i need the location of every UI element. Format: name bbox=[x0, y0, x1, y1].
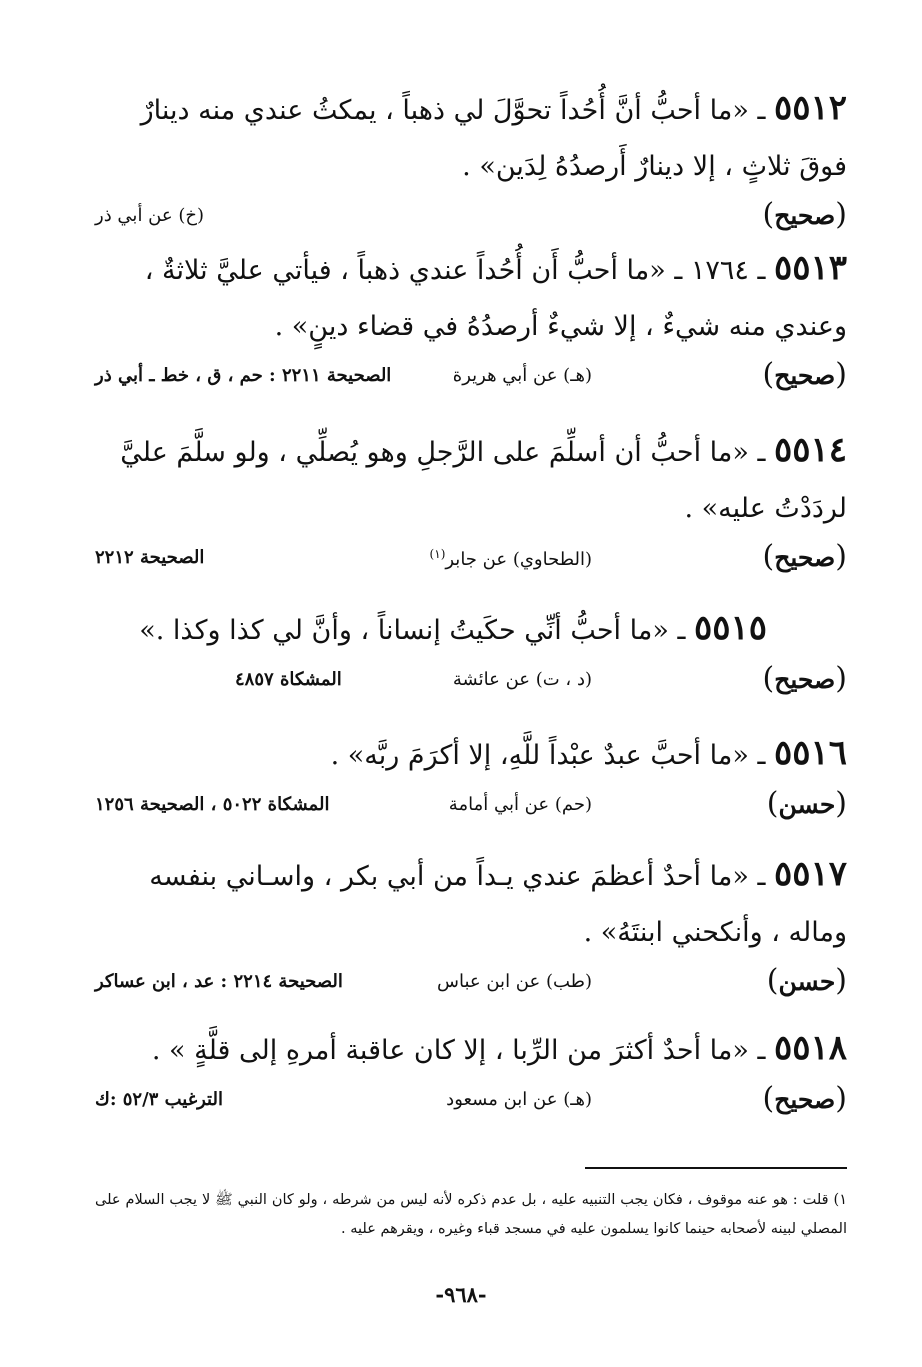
hadith-text: «ما أحبُّ أنِّي حكَيتُ إنساناً ، وأنَّ لي كذا وكذا .» bbox=[139, 615, 669, 646]
footnote bbox=[95, 1186, 847, 1244]
source-reference: (هـ) عن أبي هريرة bbox=[452, 365, 592, 386]
hadith-text: «ما أحبُّ أن أسلِّمَ على الرَّجلِ وهو يُصلِّي ، ولو سلَّمَ عليَّ bbox=[120, 437, 749, 468]
hadith-text: ١٧٦٤ ـ «ما أحبُّ أَن أُحُداً عندي ذهباً ، فيأتي عليَّ ثلاثةٌ ، bbox=[144, 255, 749, 286]
source-reference: الصحيحة ٢٢١٢ bbox=[95, 547, 205, 568]
hadith-number: ٥٥١٢ bbox=[773, 88, 847, 128]
source-reference: (حم) عن أبي أمامة bbox=[448, 794, 592, 815]
footnote-text: قلت : هو عنه موقوف ، فكان يجب التنبيه عليه ، بل عدم ذكره لأنه ليس من شرطه ، ولو كان النبي ﷺ لا يجب السلام على المصلي لبينه لأصحابه حينما كانوا يسلمون عليه في مسجد قباء وغيره ، ويقرهم عليه . bbox=[95, 1192, 847, 1237]
grade-label: (حسن) bbox=[766, 963, 847, 998]
hadith-number: ٥٥١٥ bbox=[693, 608, 767, 648]
grade-label: (صحيح) bbox=[762, 197, 847, 232]
hadith-line: فوقَ ثلاثٍ ، إلا دينارٌ أَرصدُهُ لِدَين» . bbox=[462, 151, 847, 182]
source-reference: (طب) عن ابن عباس bbox=[437, 971, 592, 992]
source-line bbox=[95, 961, 847, 1005]
grade-label: (صحيح) bbox=[762, 1081, 847, 1116]
hadith-line: وماله ، وأنكحني ابنتَهُ» . bbox=[583, 917, 847, 948]
hadith-line: ٥٥١٢ ـ «ما أحبُّ أنَّ أُحُداً تحوَّلَ لي ذهباً ، يمكثُ عندي منه دينارٌ bbox=[140, 88, 847, 128]
source-line bbox=[95, 784, 847, 828]
hadith-text: «ما أحبُّ أنَّ أُحُداً تحوَّلَ لي ذهباً ، يمكثُ عندي منه دينارٌ bbox=[140, 95, 749, 126]
hadith-text: «ما أحبَّ عبدٌ عبْداً للَّهِ، إلا أكرَمَ ربَّه» . bbox=[330, 740, 749, 771]
source-reference: (هـ) عن ابن مسعود bbox=[446, 1089, 592, 1110]
hadith-line: ٥٥١٥ ـ «ما أحبُّ أنِّي حكَيتُ إنساناً ، وأنَّ لي كذا وكذا .» bbox=[139, 608, 767, 648]
grade-label: (صحيح) bbox=[762, 539, 847, 574]
hadith-entry-5512 bbox=[95, 80, 847, 239]
hadith-number: ٥٥١٣ bbox=[773, 248, 847, 288]
hadith-line: ٥٥١٨ ـ «ما أحدٌ أكثرَ من الرِّبا ، إلا كان عاقبة أمرهِ إلى قلَّةٍ » . bbox=[151, 1028, 847, 1068]
hadith-entry-5514 bbox=[95, 422, 847, 581]
grade-label: (صحيح) bbox=[762, 357, 847, 392]
source-reference: المشكاة ٥٠٢٢ ، الصحيحة ١٢٥٦ bbox=[95, 794, 330, 815]
hadith-entry-5513 bbox=[95, 240, 847, 399]
source-reference: الصحيحة ٢٢١١ : حم ، ق ، خط ـ أبي ذر bbox=[95, 365, 392, 386]
hadith-entry-5515 bbox=[95, 600, 847, 703]
source-line bbox=[95, 537, 847, 581]
hadith-number: ٥٥١٧ bbox=[773, 854, 847, 894]
source-line bbox=[95, 195, 847, 239]
source-line bbox=[95, 355, 847, 399]
hadith-line: ٥٥١٦ ـ «ما أحبَّ عبدٌ عبْداً للَّهِ، إلا أكرَمَ ربَّه» . bbox=[330, 733, 847, 773]
hadith-text: «ما أحدٌ أكثرَ من الرِّبا ، إلا كان عاقبة أمرهِ إلى قلَّةٍ » . bbox=[151, 1035, 749, 1066]
footnote-marker: ١) bbox=[833, 1192, 848, 1208]
source-reference: (الطحاوي) عن جابر$^{(١)}$ bbox=[429, 547, 592, 570]
hadith-line: وعندي منه شيءٌ ، إلا شيءٌ أرصدُهُ في قضاء دينٍ» . bbox=[274, 311, 847, 342]
source-reference: المشكاة ٤٨٥٧ bbox=[235, 669, 342, 690]
source-reference: الترغيب ٥٢/٣ :ك bbox=[95, 1089, 223, 1110]
grade-label: (صحيح) bbox=[762, 661, 847, 696]
hadith-line: ٥٥١٧ ـ «ما أحدٌ أعظمَ عندي يـداً من أبي بكر ، واسـاني بنفسه bbox=[149, 854, 847, 894]
hadith-line: ٥٥١٣ ـ ١٧٦٤ ـ «ما أحبُّ أَن أُحُداً عندي ذهباً ، فيأتي عليَّ ثلاثةٌ ، bbox=[144, 248, 847, 288]
hadith-entry-5518 bbox=[95, 1020, 847, 1123]
hadith-text: «ما أحدٌ أعظمَ عندي يـداً من أبي بكر ، واسـاني بنفسه bbox=[149, 861, 749, 892]
source-reference: (د ، ت) عن عائشة bbox=[452, 669, 592, 690]
footnote-marker[interactable]: (١) bbox=[429, 547, 446, 561]
hadith-number: ٥٥١٤ bbox=[773, 430, 847, 470]
hadith-entry-5517 bbox=[95, 846, 847, 1005]
source-reference: الصحيحة ٢٢١٤ : عد ، ابن عساكر bbox=[95, 971, 343, 992]
footnote-divider bbox=[585, 1167, 847, 1169]
source-line bbox=[95, 659, 847, 703]
hadith-line: ٥٥١٤ ـ «ما أحبُّ أن أسلِّمَ على الرَّجلِ وهو يُصلِّي ، ولو سلَّمَ عليَّ bbox=[120, 430, 847, 470]
source-line bbox=[95, 1079, 847, 1123]
hadith-number: ٥٥١٦ bbox=[773, 733, 847, 773]
page-number: -٩٦٨- bbox=[435, 1282, 487, 1307]
hadith-entry-5516 bbox=[95, 725, 847, 828]
hadith-number: ٥٥١٨ bbox=[773, 1028, 847, 1068]
grade-label: (حسن) bbox=[766, 786, 847, 821]
source-reference: (خ) عن أبي ذر bbox=[95, 205, 204, 226]
hadith-line: لردَدْتُ عليه» . bbox=[684, 493, 847, 524]
